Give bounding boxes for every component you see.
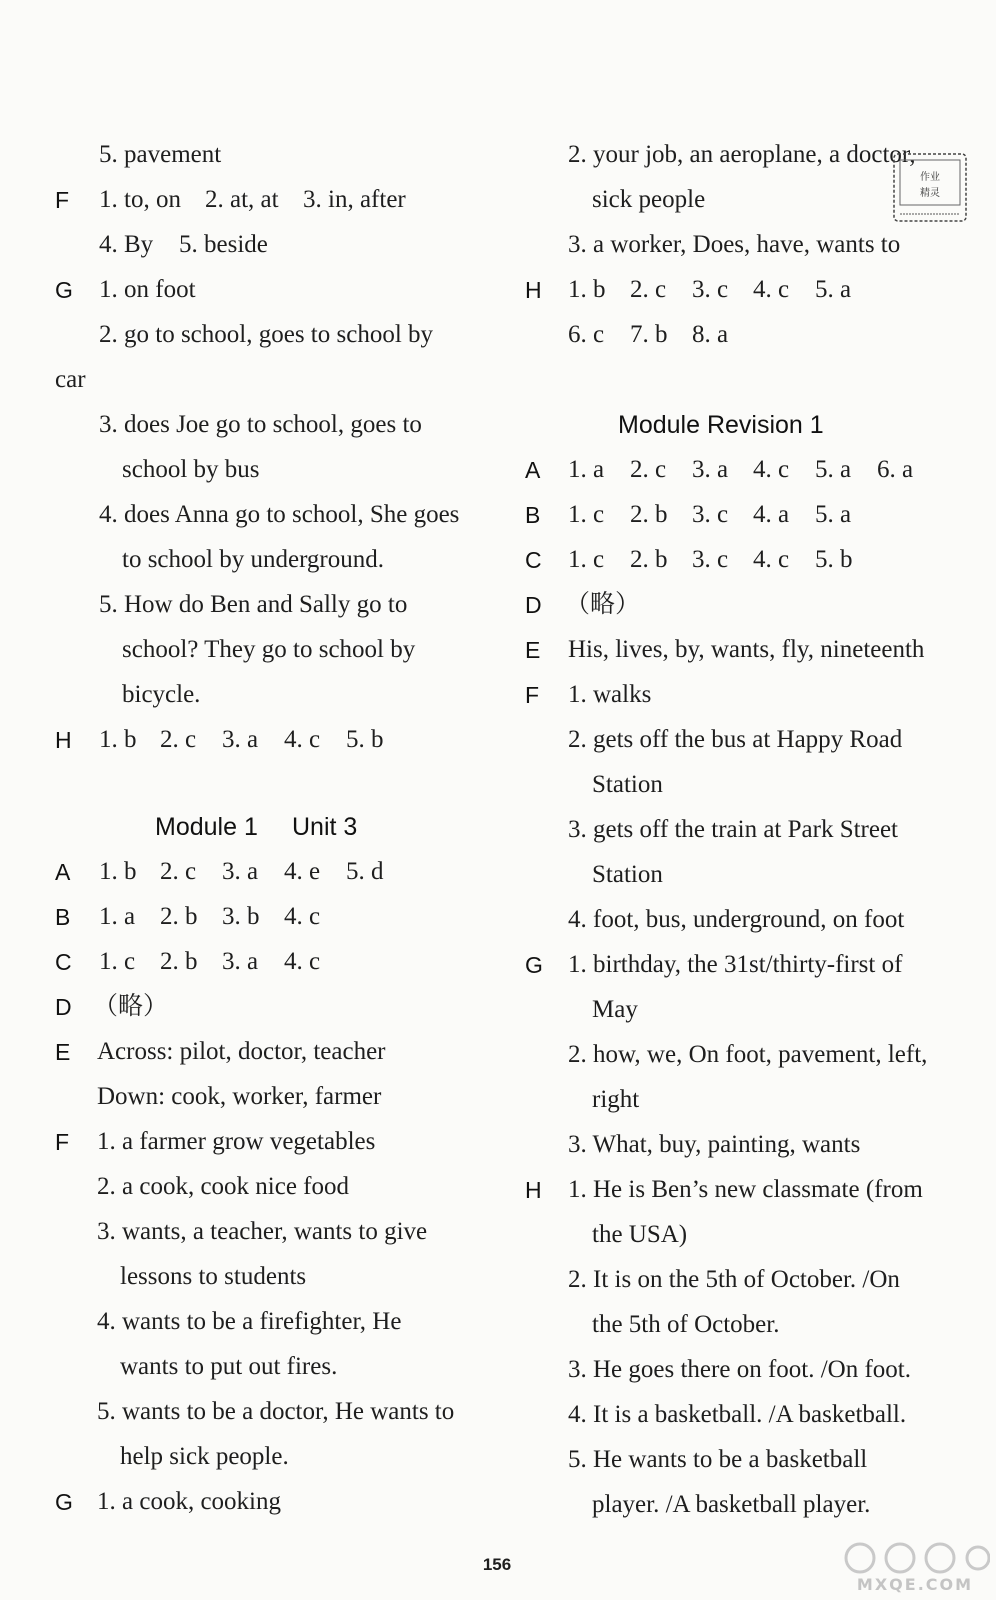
answer-line: 5. pavement bbox=[99, 141, 222, 168]
section-label-B: B bbox=[55, 904, 71, 930]
answer-line: right bbox=[592, 1086, 640, 1113]
answer-line: 5. How do Ben and Sally go to bbox=[99, 591, 408, 618]
answer-item: 4. c bbox=[753, 276, 790, 303]
section-label-E: E bbox=[55, 1039, 71, 1065]
answer-item: 8. a bbox=[692, 321, 729, 348]
answer-line: car bbox=[55, 366, 86, 393]
answer-line: 1. on foot bbox=[99, 276, 196, 303]
section-label-B: B bbox=[525, 502, 541, 528]
answer-line: Down: cook, worker, farmer bbox=[97, 1083, 382, 1110]
answer-item: 5. beside bbox=[179, 231, 268, 258]
answer-line: 3. wants, a teacher, wants to give bbox=[97, 1218, 428, 1245]
answer-line: Station bbox=[592, 861, 663, 888]
answer-item: 1. a bbox=[99, 903, 136, 930]
answer-item: 5. d bbox=[346, 858, 384, 885]
answer-line: 4. It is a basketball. /A basketball. bbox=[568, 1401, 907, 1428]
answer-line: 2. It is on the 5th of October. /On bbox=[568, 1266, 900, 1293]
answer-line: （略） bbox=[93, 993, 169, 1020]
answer-item: 5. a bbox=[815, 456, 852, 483]
answer-line: school? They go to school by bbox=[122, 636, 416, 663]
section-label-D: D bbox=[55, 994, 72, 1020]
answer-item: 4. c bbox=[753, 546, 790, 573]
answer-line: 1. He is Ben’s new classmate (from bbox=[568, 1176, 923, 1203]
section-label-H: H bbox=[55, 727, 72, 753]
watermark-logo-icon bbox=[840, 1540, 990, 1594]
section-heading: Module 1 bbox=[155, 813, 258, 841]
answer-item: 1. c bbox=[568, 546, 605, 573]
answer-line: 5. wants to be a doctor, He wants to bbox=[97, 1398, 455, 1425]
answer-line: 4. does Anna go to school, She goes bbox=[99, 501, 460, 528]
section-label-A: A bbox=[55, 859, 71, 885]
answer-line: 2. go to school, goes to school by bbox=[99, 321, 434, 348]
answer-item: 1. c bbox=[99, 948, 136, 975]
svg-text:精灵: 精灵 bbox=[920, 188, 940, 199]
answer-item: 3. c bbox=[692, 546, 729, 573]
answer-item: 1. c bbox=[568, 501, 605, 528]
answer-line: 2. a cook, cook nice food bbox=[97, 1173, 350, 1200]
answer-line: 3. He goes there on foot. /On foot. bbox=[568, 1356, 911, 1383]
answer-item: 2. c bbox=[630, 276, 667, 303]
answer-item: 7. b bbox=[630, 321, 668, 348]
answer-item: 3. a bbox=[222, 858, 259, 885]
section-label-F: F bbox=[525, 682, 540, 708]
answer-item: 5. b bbox=[346, 726, 384, 753]
answer-item: 2. c bbox=[160, 858, 197, 885]
answer-item: 4. e bbox=[284, 858, 321, 885]
answer-line: lessons to students bbox=[120, 1263, 307, 1290]
answer-item: 2. at, at bbox=[205, 186, 279, 213]
answer-line: school by bus bbox=[122, 456, 260, 483]
answer-line: bicycle. bbox=[122, 681, 201, 708]
answer-item: 4. c bbox=[284, 948, 321, 975]
answer-item: 4. a bbox=[753, 501, 790, 528]
answer-line: 1. birthday, the 31st/thirty-first of bbox=[568, 951, 903, 978]
section-label-F: F bbox=[55, 187, 70, 213]
answer-item: 4. c bbox=[284, 903, 321, 930]
answer-item: 3. a bbox=[692, 456, 729, 483]
answer-line: Station bbox=[592, 771, 663, 798]
answer-item: 2. b bbox=[160, 903, 198, 930]
answer-item: 4. By bbox=[99, 231, 154, 258]
section-heading: Module Revision 1 bbox=[618, 411, 824, 439]
section-label-H: H bbox=[525, 1177, 542, 1203]
answer-item: 1. b bbox=[99, 858, 137, 885]
svg-text:MXQE.COM: MXQE.COM bbox=[856, 1575, 974, 1594]
section-label-C: C bbox=[525, 547, 542, 573]
answer-line: 5. He wants to be a basketball bbox=[568, 1446, 868, 1473]
answer-line: 3. does Joe go to school, goes to bbox=[99, 411, 422, 438]
answer-item: 3. c bbox=[692, 501, 729, 528]
section-label-G: G bbox=[525, 952, 543, 978]
section-label-G: G bbox=[55, 277, 73, 303]
answer-item: 2. b bbox=[630, 501, 668, 528]
answer-line: May bbox=[592, 996, 638, 1023]
answer-line: 1. walks bbox=[568, 681, 652, 708]
answer-line: to school by underground. bbox=[122, 546, 385, 573]
answer-line: 1. a farmer grow vegetables bbox=[97, 1128, 376, 1155]
section-label-D: D bbox=[525, 592, 542, 618]
answer-line: 4. foot, bus, underground, on foot bbox=[568, 906, 905, 933]
answer-item: 2. c bbox=[160, 726, 197, 753]
answer-item: 5. a bbox=[815, 501, 852, 528]
section-label-H: H bbox=[525, 277, 542, 303]
answer-line: 3. What, buy, painting, wants bbox=[568, 1131, 861, 1158]
answer-line: Across: pilot, doctor, teacher bbox=[97, 1038, 386, 1065]
answer-item: 1. a bbox=[568, 456, 605, 483]
answer-line: the 5th of October. bbox=[592, 1311, 780, 1338]
answer-line: the USA) bbox=[592, 1221, 688, 1248]
answer-line: help sick people. bbox=[120, 1443, 289, 1470]
section-label-A: A bbox=[525, 457, 541, 483]
answer-item: 3. a bbox=[222, 726, 259, 753]
answer-item: 5. a bbox=[815, 276, 852, 303]
section-label-C: C bbox=[55, 949, 72, 975]
section-label-G: G bbox=[55, 1489, 73, 1515]
answer-item: 1. b bbox=[99, 726, 137, 753]
svg-text:作业: 作业 bbox=[920, 172, 940, 183]
answer-item: 5. b bbox=[815, 546, 853, 573]
answer-line: 4. wants to be a firefighter, He bbox=[97, 1308, 402, 1335]
answer-item: 6. a bbox=[877, 456, 914, 483]
answer-item: 3. c bbox=[692, 276, 729, 303]
answer-line: wants to put out fires. bbox=[120, 1353, 338, 1380]
answer-item: 4. c bbox=[284, 726, 321, 753]
answer-item: 2. c bbox=[630, 456, 667, 483]
answer-item: 4. c bbox=[753, 456, 790, 483]
answer-item: 3. in, after bbox=[303, 186, 406, 213]
answer-line: player. /A basketball player. bbox=[592, 1491, 871, 1518]
answer-line: sick people bbox=[592, 186, 706, 213]
answer-line: 2. gets off the bus at Happy Road bbox=[568, 726, 903, 753]
answer-item: 2. b bbox=[630, 546, 668, 573]
answer-item: 3. a bbox=[222, 948, 259, 975]
answer-line: 2. how, we, On foot, pavement, left, bbox=[568, 1041, 928, 1068]
stamp-icon bbox=[890, 150, 970, 225]
answer-line: His, lives, by, wants, fly, nineteenth bbox=[568, 636, 925, 663]
section-label-E: E bbox=[525, 637, 541, 663]
answer-item: 2. b bbox=[160, 948, 198, 975]
answer-item: 6. c bbox=[568, 321, 605, 348]
answer-item: 1. b bbox=[568, 276, 606, 303]
section-label-F: F bbox=[55, 1129, 70, 1155]
answer-line: 3. a worker, Does, have, wants to bbox=[568, 231, 901, 258]
answer-line: 2. your job, an aeroplane, a doctor, bbox=[568, 141, 916, 168]
section-heading: Unit 3 bbox=[292, 813, 358, 841]
answer-line: （略） bbox=[565, 591, 641, 618]
answer-item: 1. to, on bbox=[99, 186, 181, 213]
answer-line: 3. gets off the train at Park Street bbox=[568, 816, 899, 843]
answer-item: 3. b bbox=[222, 903, 260, 930]
page-number: 156 bbox=[482, 1555, 512, 1574]
answer-line: 1. a cook, cooking bbox=[97, 1488, 281, 1515]
